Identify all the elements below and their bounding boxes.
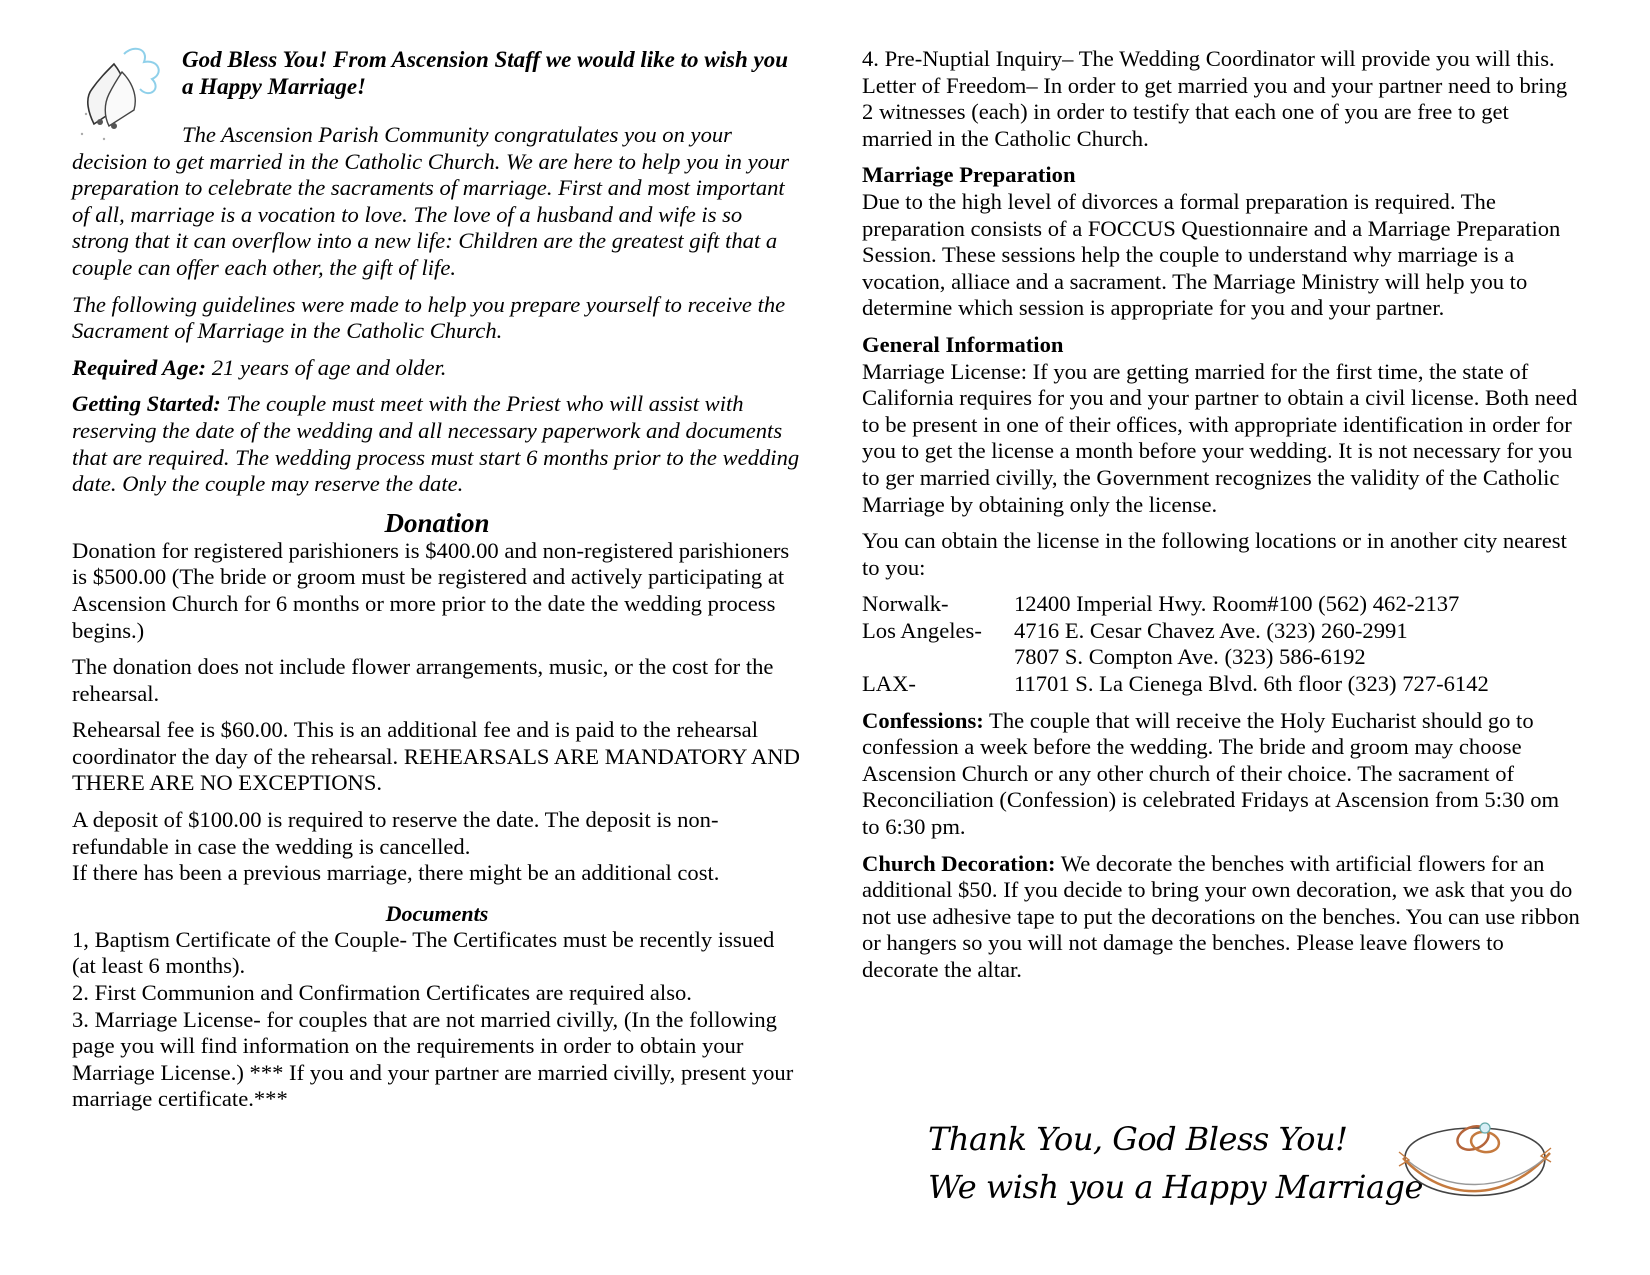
confessions-label: Confessions: [862,707,984,733]
locations-list [862,591,1582,697]
church-decoration-label: Church Decoration: [862,850,1056,876]
location-row [862,618,1582,645]
wedding-rings-icon [1385,1108,1565,1220]
right-column [862,46,1582,994]
general-information-heading: General Information [862,331,1064,357]
intro-paragraph: The Ascension Parish Community congratulates you on your decision to get married in the Catholic Church. We are here to help you in your preparation to celebrate the sacraments of marriage. First and most important of all, marriage is a vocation to love. The love of a husband and wife is so strong that it can overflow into a new life: Children are the greatest gift that a couple can offer each other, the gift of life. [72,122,790,280]
document-item-3: 3. Marriage License- for couples that are not married civilly, (In the following page you will find information on the requirements in order to obtain your Marriage License.) *** If you and your partner are married civilly, present your marriage certificate.*** [72,1006,794,1112]
church-decoration [862,851,1582,984]
required-age-text: 21 years of age and older. [206,354,447,380]
location-address: 7807 S. Compton Ave. (323) 586-6192 [1014,644,1366,670]
location-city: Norwalk- [862,591,949,617]
thank-you-line-1: Thank You, God Bless You! [928,1120,1348,1158]
getting-started-label: Getting Started: [72,391,221,417]
location-row [862,671,1582,698]
location-address: 12400 Imperial Hwy. Room#100 (562) 462-2137 [1014,591,1460,617]
marriage-preparation-text: Due to the high level of divorces a formal preparation is required. The preparation consists of a FOCCUS Questionnaire and a Marriage Preparation Session. These sessions help the couple to understand why marriage is a vocation, alliace and a sacrament. The Marriage Ministry will help you to determine which session is appropriate for you and your partner. [862,188,1561,321]
guidelines-paragraph: The following guidelines were made to help you prepare yourself to receive the Sacrament of Marriage in the Catholic Church. [72,291,786,344]
location-city [862,644,1014,671]
required-age [72,355,802,382]
location-city: LAX- [862,671,916,697]
document-item-2: 2. First Communion and Confirmation Certificates are required also. [72,980,692,1006]
church-decoration-text: We decorate the benches with artificial flowers for an additional $50. If you decide to bring your own decoration, we ask that you do not use adhesive tape to put the decorations on the benches. You can use ribbon or hangers so you will not damage the benches. Please leave flowers to decorate the altar. [862,850,1580,982]
location-row [862,644,1582,671]
donation-paragraph-1: Donation for registered parishioners is $400.00 and non-registered parishioners is $500.00 (The bride or groom must be registered and actively participating at Ascension Church for 6 months or more prior to the date the wedding process begins.) [72,537,790,643]
donation-paragraph-2: The donation does not include flower arrangements, music, or the cost for the rehearsal. [72,654,774,706]
donation-paragraph-4: A deposit of $100.00 is required to reserve the date. The deposit is non-refundable in case the wedding is cancelled. [72,807,719,859]
general-information-text: Marriage License: If you are getting married for the first time, the state of California requires for you and your partner to obtain a civil license. Both need to be present in one of their offices, with appropriate identification in order for you to get the license a month before your wedding. It is not necessary for you to ger married civilly, the Government recognizes the validity of the Catholic Marriage by obtaining only the license. [862,358,1578,517]
left-column [72,46,802,1113]
documents-heading: Documents [385,900,489,926]
location-address: 11701 S. La Cienega Blvd. 6th floor (323) 727-6142 [1014,671,1489,697]
location-row [862,591,1582,618]
getting-started-text: The couple must meet with the Priest who will assist with reserving the date of the wedding and all necessary paperwork and documents that are required. The wedding process must start 6 months prior to the wedding date. Only the couple may reserve the date. [72,391,800,497]
location-city: Los Angeles- [862,617,982,643]
letter-of-freedom: Letter of Freedom– In order to get married you and your partner need to bring 2 witnesses (each) in order to testify that each one of you are free to get married in the Catholic Church. [862,72,1568,151]
locations-intro: You can obtain the license in the following locations or in another city nearest to you: [862,528,1567,580]
confessions-text: The couple that will receive the Holy Eucharist should go to confession a week before the wedding. The bride and groom may choose Ascension Church or any other church of their choice. The sacrament of Reconciliation (Confession) is celebrated Fridays at Ascension from 5:30 om to 6:30 pm. [862,707,1560,840]
intro-heading: God Bless You! From Ascension Staff we would like to wish you a Happy Marriage! [182,47,788,99]
confessions [862,708,1582,841]
required-age-label: Required Age: [72,354,207,380]
getting-started [72,391,802,497]
location-address: 4716 E. Cesar Chavez Ave. (323) 260-2991 [1014,617,1408,643]
donation-paragraph-3: Rehearsal fee is $60.00. This is an additional fee and is paid to the rehearsal coordinator the day of the rehearsal. REHEARSALS ARE MANDATORY AND THERE ARE NO EXCEPTIONS. [72,717,800,796]
document-item-4: 4. Pre-Nuptial Inquiry– The Wedding Coordinator will provide you will this. [862,46,1555,71]
donation-heading: Donation [384,507,490,538]
marriage-preparation-heading: Marriage Preparation [862,162,1076,188]
donation-paragraph-5: If there has been a previous marriage, there might be an additional cost. [72,860,720,886]
thank-you-message [928,1115,1423,1211]
document-item-1: 1, Baptism Certificate of the Couple- The Certificates must be recently issued (at least 6 months). [72,926,775,979]
thank-you-line-2: We wish you a Happy Marriage [928,1168,1423,1206]
